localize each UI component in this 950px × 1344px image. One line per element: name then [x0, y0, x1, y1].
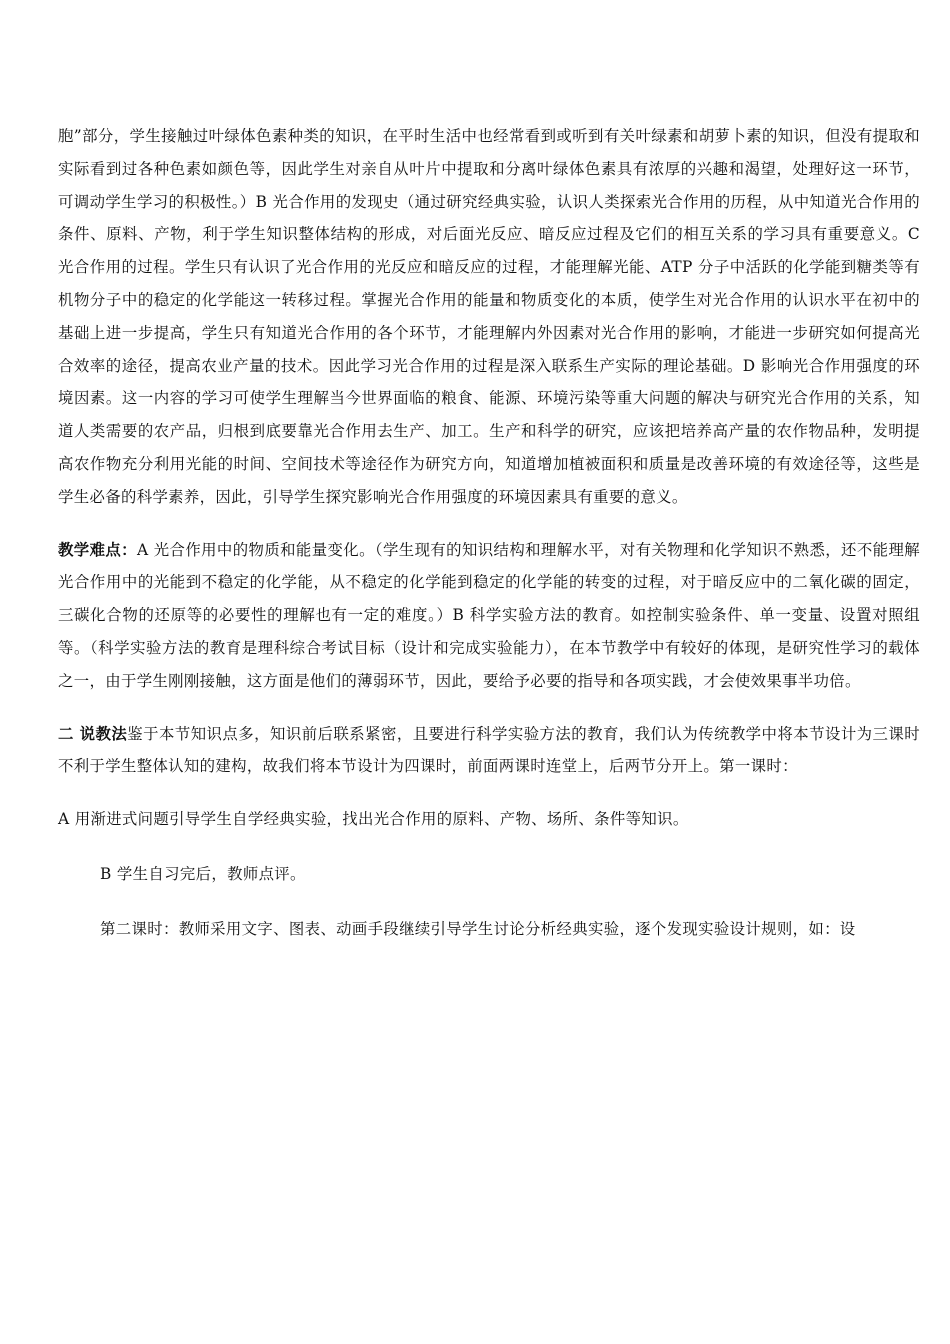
section-heading: 二 说教法: [58, 724, 128, 743]
paragraph-first-lesson-a: [58, 803, 920, 836]
paragraph-text: 第二课时：教师采用文字、图表、动画手段继续引导学生讨论分析经典实验，逐个发现实验设计规则，如：设: [100, 919, 856, 938]
paragraph-teaching-difficulties: [58, 534, 920, 698]
paragraph-text: B 学生自习完后，教师点评。: [100, 864, 306, 883]
paragraph-importance-continued: [58, 120, 920, 514]
paragraph-teaching-method: [58, 718, 920, 784]
paragraph-second-lesson: [100, 913, 920, 946]
difficulties-label: 教学难点：: [58, 540, 137, 559]
paragraph-text: 胞”部分，学生接触过叶绿体色素种类的知识，在平时生活中也经常看到或听到有关叶绿素和胡萝卜素的知识，但没有提取和实际看到过各种色素如颜色等，因此学生对亲自从叶片中提取和分离叶绿体色素具有浓厚的兴趣和渴望，处理好这一环节，可调动学生学习的积极性。）B 光合作用的发现史（通过研究经典实验，认识人类探索光合作用的历程，从中知道光合作用的条件、原料、产物，利于学生知识整体结构的形成，对后面光反应、暗反应过程及它们的相互关系的学习具有重要意义。C 光合作用的过程。学生只有认识了光合作用的光反应和暗反应的过程，才能理解光能、ATP 分子中活跃的化学能到糖类等有机物分子中的稳定的化学能这一转移过程。掌握光合作用的能量和物质变化的本质，使学生对光合作用的认识水平在初中的基础上进一步提高，学生只有知道光合作用的各个环节，才能理解内外因素对光合作用的影响，才能进一步研究如何提高光合效率的途径，提高农业产量的技术。因此学习光合作用的过程是深入联系生产实际的理论基础。D 影响光合作用强度的环境因素。这一内容的学习可使学生理解当今世界面临的粮食、能源、环境污染等重大问题的解决与研究光合作用的关系，知道人类需要的农产品，归根到底要靠光合作用去生产、加工。生产和科学的研究，应该把培养高产量的农作物品种，发明提高农作物充分利用光能的时间、空间技术等途径作为研究方向，知道增加植被面积和质量是改善环境的有效途径等，这些是学生必备的科学素养，因此，引导学生探究影响光合作用强度的环境因素具有重要的意义。: [58, 127, 920, 506]
paragraph-text: A 光合作用中的物质和能量变化。（学生现有的知识结构和理解水平，对有关物理和化学知识不熟悉，还不能理解光合作用中的光能到不稳定的化学能，从不稳定的化学能到稳定的化学能的转变的过程，对于暗反应中的二氧化碳的固定，三碳化合物的还原等的必要性的理解也有一定的难度。）B 科学实验方法的教育。如控制实验条件、单一变量、设置对照组等。（科学实验方法的教育是理科综合考试目标（设计和完成实验能力），在本节教学中有较好的体现，是研究性学习的载体之一，由于学生刚刚接触，这方面是他们的薄弱环节，因此，要给予必要的指导和各项实践，才会使效果事半功倍。: [58, 540, 920, 690]
paragraph-text: A 用渐进式问题引导学生自学经典实验，找出光合作用的原料、产物、场所、条件等知识。: [58, 810, 689, 829]
document-page: [58, 120, 920, 946]
paragraph-first-lesson-b: [100, 858, 920, 891]
paragraph-text: 鉴于本节知识点多，知识前后联系紧密，且要进行科学实验方法的教育，我们认为传统教学中将本节设计为三课时不利于学生整体认知的建构，故我们将本节设计为四课时，前面两课时连堂上，后两节分开上。第一课时：: [58, 724, 920, 776]
